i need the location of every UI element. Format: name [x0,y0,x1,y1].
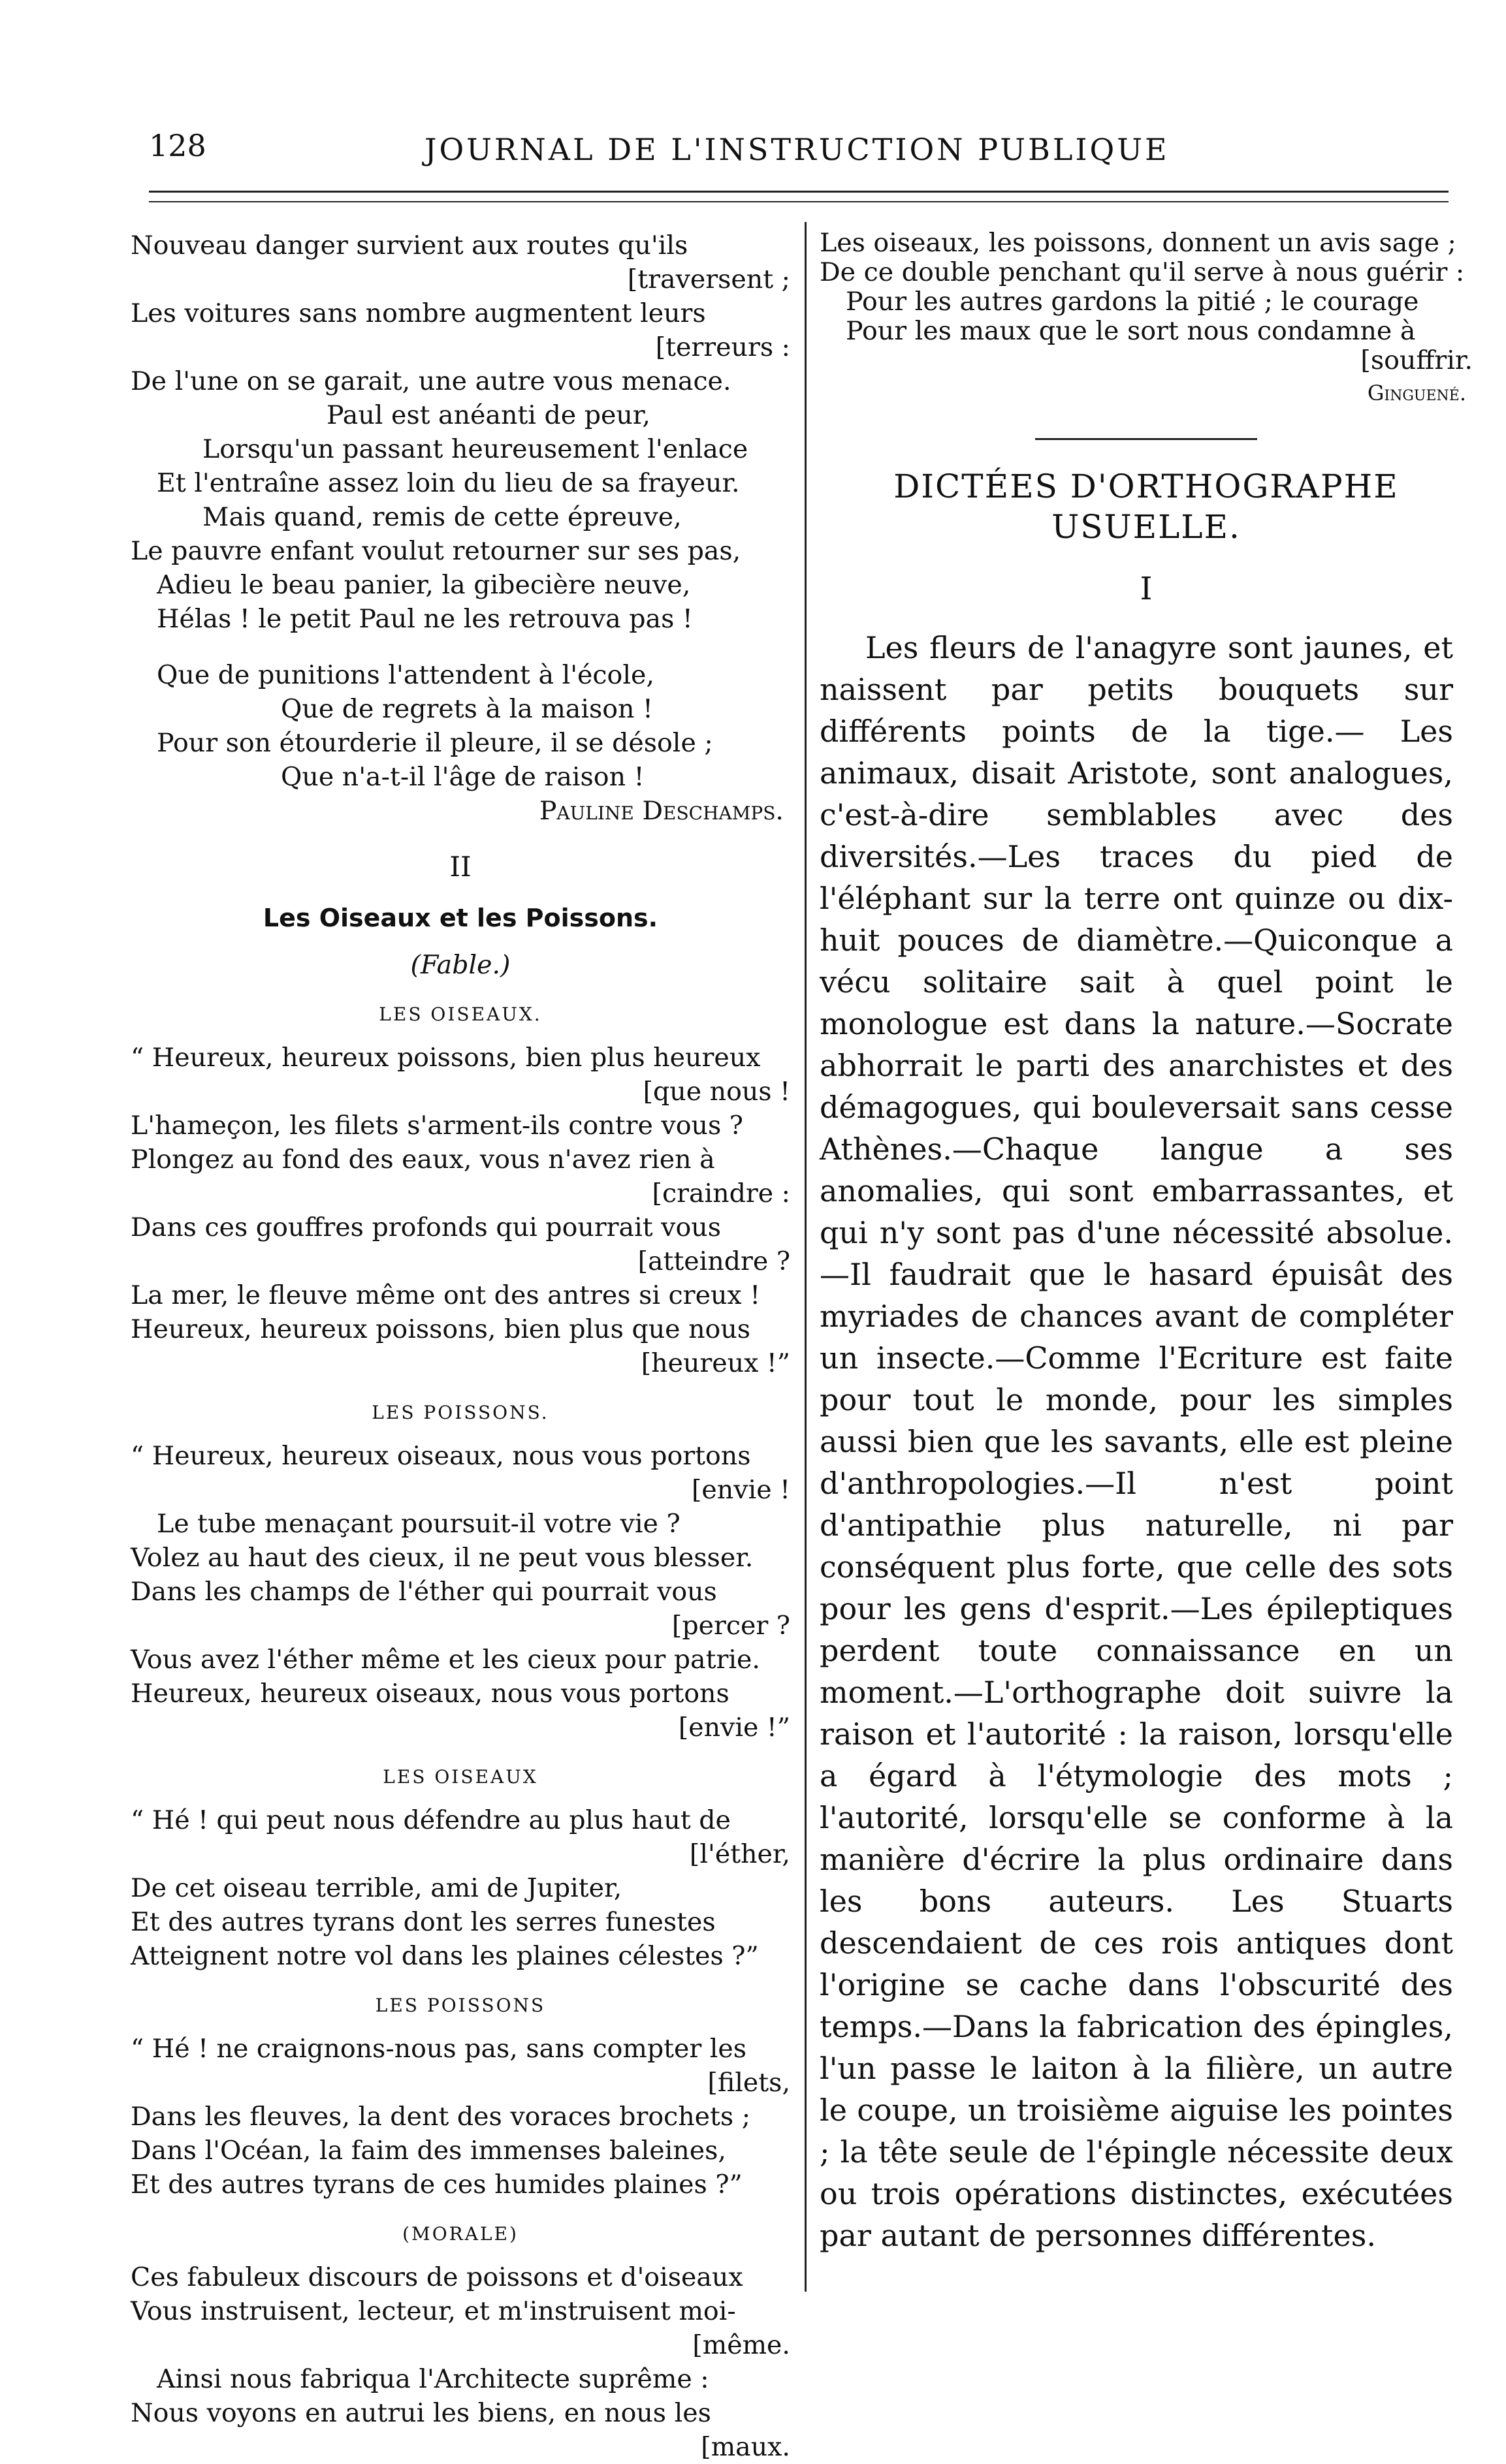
verse-line: Le tube menaçant poursuit-il votre vie ? [157,1509,681,1539]
author-name: Ginguené. [1367,381,1466,405]
verse-line: Mais quand, remis de cette épreuve, [202,502,682,532]
verse-line: Et l'entraîne assez loin du lieu de sa frayeur. [157,468,740,498]
verse-continuation: [terreurs : [655,332,790,362]
poem-stanza-2 [131,658,790,794]
left-column [131,229,790,2464]
verse-line: “ Hé ! ne craignons-nous pas, sans compter les [131,2034,747,2064]
speaker-label: LES POISSONS [375,1995,546,2016]
column-divider [805,222,807,2292]
verse-line: Vous avez l'éther même et les cieux pour patrie. [131,1645,760,1675]
verse-continuation: [traversent ; [627,264,790,294]
verse-line: Pour son étourderie il pleure, il se désole ; [157,728,713,758]
poem-author [131,794,790,828]
verse-line: “ Hé ! qui peut nous défendre au plus haut de [131,1805,731,1835]
dictation-body [820,627,1453,2256]
verse-continuation: [l'éther, [689,1839,790,1869]
verse-line: Et des autres tyrans de ces humides plaines ?” [131,2170,743,2200]
verse-line: Ces fabuleux discours de poissons et d'oiseaux [131,2262,743,2292]
verse-line: Pour les maux que le sort nous condamne à [846,316,1416,346]
dictation-title [820,466,1473,547]
verse-continuation: [craindre : [652,1178,790,1208]
dictation-paragraph: Les fleurs de l'anagyre sont jaunes, et naissent par petits bouquets sur différents points de la tige.— Les animaux, disait Aristote, sont analogues, c'est-à-dire semblables avec des diversités.—Les traces du pied de l'éléphant sur la terre ont quinze ou dix-huit pouces de diamètre.—Quiconque a vécu solitaire sait à quel point le monologue est dans la nature.—Socrate abhorrait le parti des anarchistes et des démagogues, qui bouleversait sans cesse Athènes.—Chaque langue a ses anomalies, qui sont embarrassantes, et qui n'y sont pas d'une nécessité absolue.—Il faudrait que le hasard épuisât des myriades de chances avant de compléter un insecte.—Comme l'Ecriture est faite pour tout le monde, pour les simples aussi bien que les savants, elle est pleine d'anthropologies.—Il n'est point d'antipathie plus naturelle, ni par conséquent plus forte, que celle des sots pour les gens d'esprit.—Les épileptiques perdent toute connaissance en un moment.—L'orthographe doit suivre la raison et l'autorité : la raison, lorsqu'elle a égard à l'étymologie des mots ; l'autorité, lorsqu'elle se conforme à la manière d'écrire la plus ordinaire dans les bons auteurs. Les Stuarts descendaient de ces rois antiques dont l'origine se cache dans l'obscurité des temps.—Dans la fabrication des épingles, l'un passe le laiton à la filière, un autre le coupe, un troisième aiguise les pointes ; la tête seule de l'épingle nécessite deux ou trois opérations distinctes, exécutées par autant de personnes différentes. [820,630,1453,2253]
verse-continuation: [envie !” [678,1713,790,1743]
verse-line: Atteignent notre vol dans les plaines célestes ?” [131,1941,759,1971]
verse-block [131,1803,790,1973]
verse-line: “ Heureux, heureux poissons, bien plus heureux [131,1043,761,1073]
poem-ending [820,229,1473,375]
verse-line: Que de punitions l'attendent à l'école, [157,660,654,690]
dictation-title-line-1: DICTÉES D'ORTHOGRAPHE [893,467,1399,505]
verse-block-morale [131,2260,790,2464]
verse-line: Dans l'Océan, la faim des immenses baleines, [131,2136,726,2166]
verse-block [131,1041,790,1380]
dictation-roman-numeral: I [1140,571,1153,607]
verse-line: Lorsqu'un passant heureusement l'enlace [202,434,748,464]
fable-subtitle: (Fable.) [410,950,511,980]
speaker-label: LES POISSONS. [372,1402,549,1423]
verse-line: Que de regrets à la maison ! [281,694,653,724]
right-column [820,229,1473,2256]
verse-line: Paul est anéanti de peur, [327,400,650,430]
verse-continuation: [même. [692,2330,790,2360]
verse-line: Le pauvre enfant voulut retourner sur ses pas, [131,536,741,566]
poem-author-right [820,381,1473,405]
verse-line: Nouveau danger survient aux routes qu'ils [131,230,688,261]
verse-line: Dans les fleuves, la dent des voraces brochets ; [131,2102,751,2132]
verse-line: De l'une on se garait, une autre vous menace. [131,366,731,396]
verse-block [131,1439,790,1745]
page-number: 128 [149,128,206,163]
verse-line: Que n'a-t-il l'âge de raison ! [281,762,645,792]
page-header [0,128,1506,180]
morale-label: (MORALE) [402,2223,519,2245]
verse-continuation: [percer ? [671,1611,790,1641]
author-name: Pauline Deschamps. [539,796,784,826]
verse-line: Les oiseaux, les poissons, donnent un avis sage ; [820,228,1456,258]
verse-continuation: [heureux !” [641,1348,790,1378]
verse-line: De ce double penchant qu'il serve à nous guérir : [820,257,1465,287]
verse-line: Dans ces gouffres profonds qui pourrait vous [131,1212,721,1242]
verse-line: Dans les champs de l'éther qui pourrait vous [131,1577,717,1607]
verse-continuation: [filets, [707,2068,790,2098]
verse-line: Nous voyons en autrui les biens, en nous les [131,2398,711,2428]
verse-line: La mer, le fleuve même ont des antres si creux ! [131,1280,761,1310]
verse-line: Plongez au fond des eaux, vous n'avez rien à [131,1145,715,1175]
stanza-gap [131,636,790,658]
verse-continuation: [que nous ! [643,1077,790,1107]
header-rule-bottom [149,201,1449,202]
poem-stanza-1 [131,229,790,636]
verse-line: Hélas ! le petit Paul ne les retrouva pas ! [157,604,693,634]
section-roman-numeral: II [449,851,472,883]
verse-continuation: [maux. [701,2432,790,2462]
speaker-label: LES OISEAUX [383,1766,538,1788]
section-divider [1035,438,1257,440]
verse-line: Vous instruisent, lecteur, et m'instruisent moi- [131,2296,736,2326]
verse-line: Pour les autres gardons la pitié ; le courage [846,287,1419,317]
journal-title: JOURNAL DE L'INSTRUCTION PUBLIQUE [425,132,1170,167]
dictation-title-line-2: USUELLE. [1051,508,1241,546]
fable-title: Les Oiseaux et les Poissons. [263,904,658,932]
verse-line: Heureux, heureux poissons, bien plus que nous [131,1314,751,1344]
verse-continuation: [atteindre ? [637,1246,790,1276]
verse-line: L'hameçon, les filets s'arment-ils contre vous ? [131,1111,743,1141]
verse-line: Ainsi nous fabriqua l'Architecte suprême : [157,2364,709,2394]
header-rule-top [149,191,1449,193]
verse-continuation: [souffrir. [1360,345,1473,375]
verse-line: Heureux, heureux oiseaux, nous vous portons [131,1679,729,1709]
speaker-label: LES OISEAUX. [379,1003,542,1025]
verse-line: “ Heureux, heureux oiseaux, nous vous portons [131,1441,751,1471]
verse-line: Les voitures sans nombre augmentent leurs [131,298,706,328]
verse-line: Adieu le beau panier, la gibecière neuve, [157,570,691,600]
verse-line: De cet oiseau terrible, ami de Jupiter, [131,1873,622,1903]
verse-line: Volez au haut des cieux, il ne peut vous blesser. [131,1543,754,1573]
verse-line: Et des autres tyrans dont les serres funestes [131,1907,716,1937]
verse-continuation: [envie ! [692,1475,790,1505]
verse-block [131,2032,790,2202]
